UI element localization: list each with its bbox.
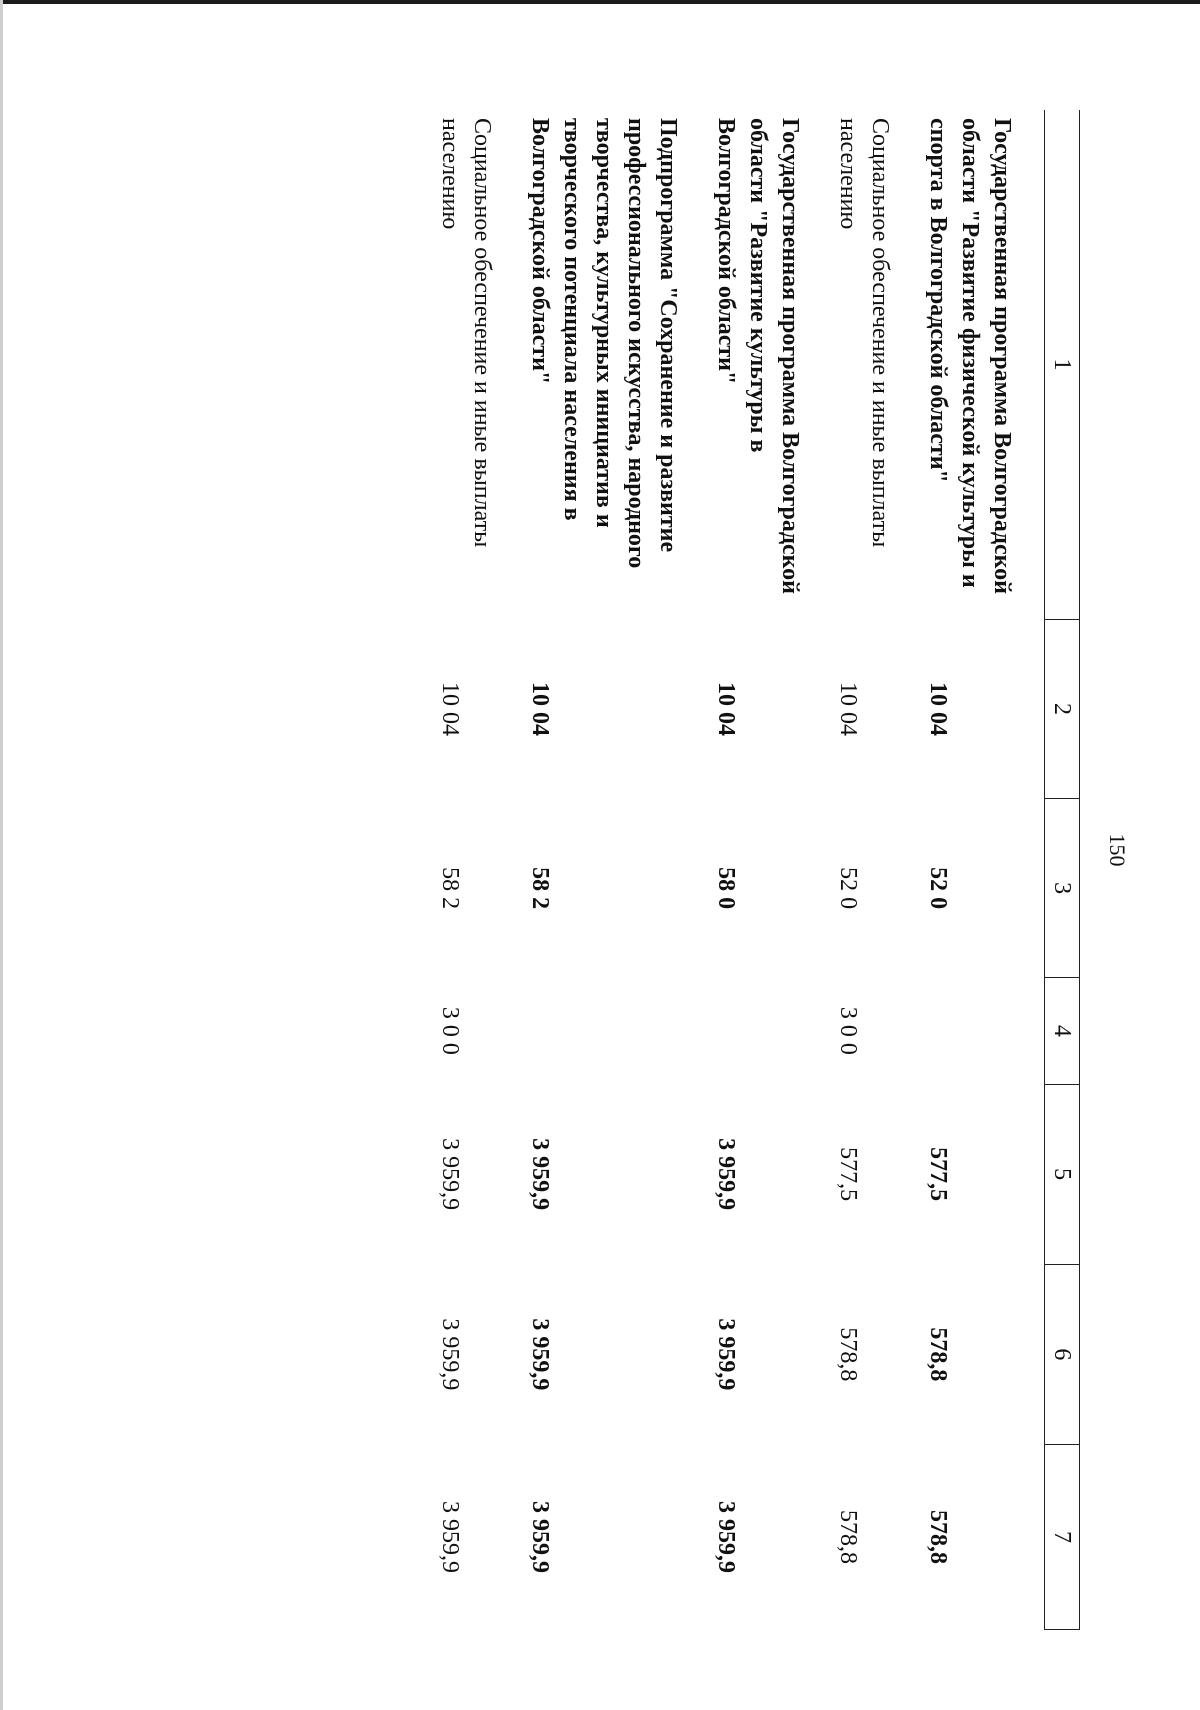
scan-top-edge bbox=[0, 0, 1200, 4]
table-row bbox=[434, 110, 524, 1630]
cell-amount-5: 3 959,9 bbox=[527, 1138, 553, 1211]
budget-table bbox=[434, 110, 1080, 1630]
cell-section: 10 04 bbox=[437, 681, 463, 736]
table-row bbox=[524, 110, 710, 1630]
cell-expense-type bbox=[710, 978, 832, 1084]
cell-program: 58 2 bbox=[437, 867, 463, 910]
column-header-7: 7 bbox=[1045, 1444, 1080, 1629]
cell-section: 10 04 bbox=[527, 681, 553, 736]
row-name: Подпрограмма "Сохранение и развитие профессионального искусства, народного творчества, культурных инициатив и творческого потенциала населения в Волгоградской области" bbox=[527, 118, 681, 569]
column-header-2: 2 bbox=[1045, 619, 1080, 798]
header-row bbox=[1045, 110, 1080, 1630]
cell-expense-type: 3 0 0 bbox=[437, 1006, 463, 1055]
cell-program: 58 2 bbox=[527, 867, 553, 910]
column-header-6: 6 bbox=[1045, 1264, 1080, 1444]
row-name: Государственная программа Волгоградской области "Развитие физической культуры и спорта в Волгоградской области" bbox=[925, 118, 1015, 594]
cell-amount-5: 3 959,9 bbox=[713, 1138, 739, 1211]
row-name: Социальное обеспечение и иные выплаты населению bbox=[835, 118, 893, 548]
cell-program: 52 0 bbox=[925, 867, 951, 910]
cell-program: 52 0 bbox=[835, 867, 861, 910]
cell-amount-6: 578,8 bbox=[835, 1327, 861, 1382]
cell-amount-5: 577,5 bbox=[835, 1147, 861, 1202]
cell-amount-7: 578,8 bbox=[835, 1509, 861, 1564]
cell-section: 10 04 bbox=[925, 681, 951, 736]
cell-section: 10 04 bbox=[713, 681, 739, 736]
cell-amount-6: 578,8 bbox=[925, 1327, 951, 1382]
cell-amount-6: 3 959,9 bbox=[713, 1318, 739, 1391]
column-header-5: 5 bbox=[1045, 1084, 1080, 1264]
cell-amount-7: 3 959,9 bbox=[437, 1500, 463, 1573]
cell-section: 10 04 bbox=[835, 681, 861, 736]
cell-amount-7: 3 959,9 bbox=[713, 1500, 739, 1573]
table-row bbox=[710, 110, 832, 1630]
table-row bbox=[832, 110, 922, 1630]
cell-amount-7: 3 959,9 bbox=[527, 1500, 553, 1573]
cell-expense-type bbox=[524, 978, 710, 1084]
rotated-page bbox=[150, 110, 1180, 1630]
column-header-3: 3 bbox=[1045, 799, 1080, 978]
column-header-1: 1 bbox=[1045, 110, 1080, 619]
cell-expense-type bbox=[922, 978, 1045, 1084]
cell-expense-type: 3 0 0 bbox=[835, 1006, 861, 1055]
page-number: 150 bbox=[1105, 833, 1130, 867]
table-row bbox=[922, 110, 1045, 1630]
cell-amount-5: 577,5 bbox=[925, 1147, 951, 1202]
cell-program: 58 0 bbox=[713, 867, 739, 910]
cell-amount-6: 3 959,9 bbox=[527, 1318, 553, 1391]
row-name: Государственная программа Волгоградской области "Развитие культуры в Волгоградской области" bbox=[713, 118, 803, 594]
row-name: Социальное обеспечение и иные выплаты населению bbox=[437, 118, 495, 548]
scan-left-edge bbox=[0, 0, 3, 1710]
cell-amount-5: 3 959,9 bbox=[437, 1138, 463, 1211]
column-header-4: 4 bbox=[1045, 978, 1080, 1084]
cell-amount-6: 3 959,9 bbox=[437, 1318, 463, 1391]
cell-amount-7: 578,8 bbox=[925, 1509, 951, 1564]
